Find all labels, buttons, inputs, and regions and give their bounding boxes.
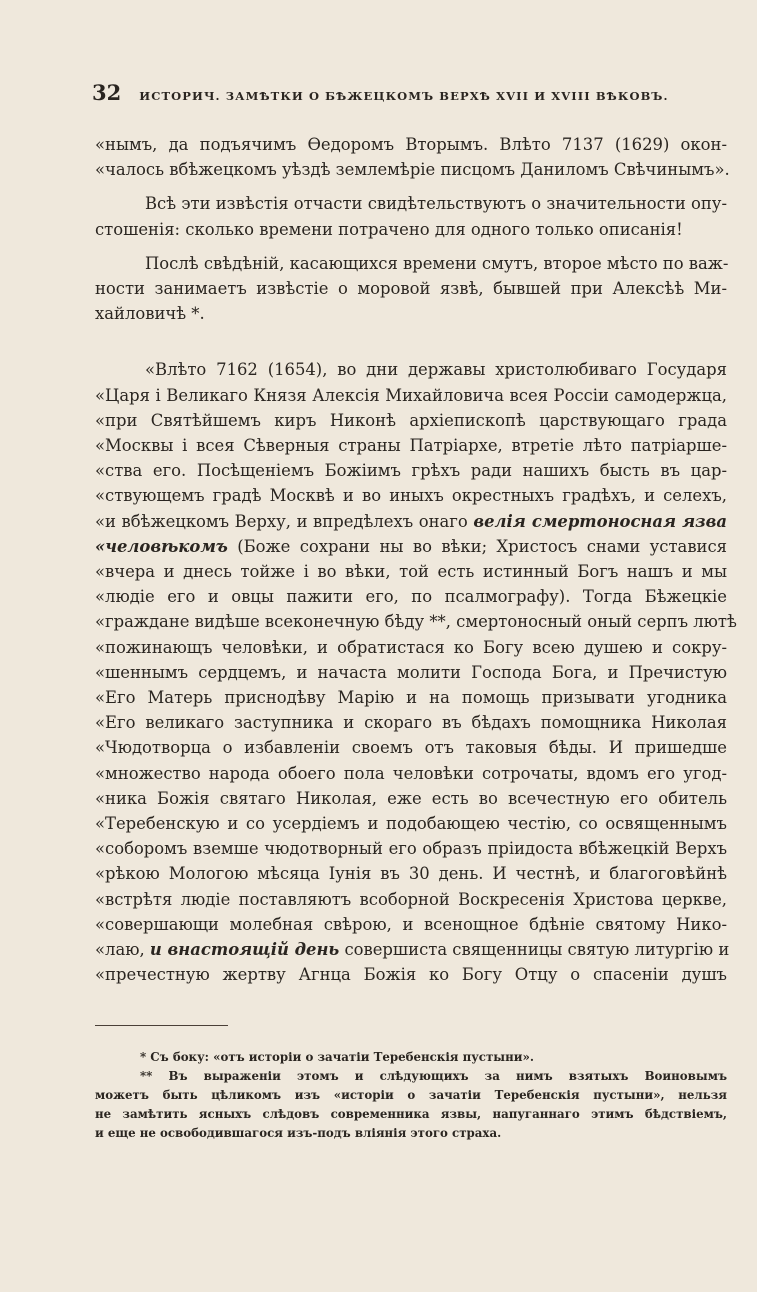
text-line: хайловичѣ *. <box>95 304 205 324</box>
quote-line <box>95 534 727 559</box>
quote-text: «лаю, <box>95 940 145 960</box>
text-line: Послѣ свѣдѣній, касающихся времени смутъ, второе мѣсто по важ- <box>145 253 729 273</box>
quote-line: «при Святѣйшемъ киръ Никонѣ архіепископѣ царствующаго града <box>95 410 727 430</box>
text-line: «чалось вбѣжецкомъ уѣздѣ землемѣріе писцомъ Даниломъ Свѣчинымъ». <box>95 160 730 180</box>
paragraph-2 <box>95 191 727 241</box>
quote-line: «Теребенскую и со усердіемъ и подобающею честію, со освященнымъ <box>95 814 727 834</box>
quote-line: «вчера и днесь тойже і во вѣки, той есть истинный Богъ нашъ и мы <box>95 562 727 582</box>
quote-line: «пожинающъ человѣки, и обратистася ко Богу всею душею и сокру- <box>95 637 727 657</box>
quote-line: «ника Божія святаго Николая, еже есть во всечестную его обитель <box>95 788 727 808</box>
quote-line: «Царя і Великаго Князя Алексія Михайловича всея Россіи самодержца, <box>95 385 727 405</box>
page-number: 32 <box>92 80 122 105</box>
quote-line: «множество народа обоего пола человѣки сотрочаты, вдомъ его угод- <box>95 763 727 783</box>
quote-line <box>95 509 727 534</box>
paragraph-1 <box>95 132 730 182</box>
footnote-2-line: можетъ быть цѣликомъ изъ «исторіи о зачатіи Теребенскія пустыни», нельзя <box>95 1088 727 1102</box>
quote-line: «рѣкою Мологою мѣсяца Іунія въ 30 день. И честнѣ, и благоговѣйнѣ <box>95 864 727 884</box>
footnote-2-line: ** Въ выраженіи этомъ и слѣдующихъ за нимъ взятыхъ Воиновымъ <box>140 1069 727 1083</box>
quote-text: совершиста священницы святую литургію и <box>344 940 730 960</box>
quote-line: «людіе его и овцы пажити его, по псалмографу). Тогда Бѣжецкіе <box>95 587 727 607</box>
paragraph-3 <box>95 251 727 327</box>
quote-line: «Его Матерь приснодѣву Марію и на помощь призывати угодника <box>95 688 727 708</box>
emphasized-text: «человѣкомъ <box>95 536 228 556</box>
quote-line: «ства его. Посѣщеніемъ Божіимъ грѣхъ ради нашихъ бысть въ цар- <box>95 461 727 481</box>
quote-line: «Москвы і всея Сѣверныя страны Патріархе, втретіе лѣто патріарше- <box>95 436 727 456</box>
text-line: стошенія: сколько времени потрачено для одного только описанія! <box>95 219 683 239</box>
quote-line: «граждане видѣше всеконечную бѣду **, смертоносный оный серпъ лютѣ <box>95 612 737 632</box>
running-title: ИСТОРИЧ. ЗАМѢТКИ О БѢЖЕЦКОМЪ ВЕРХѢ XVII И XVIII ВѢКОВЪ. <box>139 89 669 103</box>
chronicle-quote <box>95 357 737 987</box>
quote-line: «Его великаго заступника и скораго въ бѣдахъ помощника Николая <box>95 713 727 733</box>
quote-line: «ствующемъ градѣ Москвѣ и во иныхъ окрестныхъ градѣхъ, и селехъ, <box>95 486 727 506</box>
footnotes <box>95 1048 727 1143</box>
text-line: ности занимаетъ извѣстіе о моровой язвѣ, бывшей при Алексѣѣ Ми- <box>95 279 727 299</box>
quote-text: (Боже сохрани ны во вѣки; Христосъ снами уставися <box>237 536 727 556</box>
quote-line: «совершающи молебная свѣрою, и всенощное бдѣніе святому Нико- <box>95 914 727 934</box>
quote-line: «соборомъ вземше чюдотворный его образъ пріидоста вбѣжецкій Верхъ <box>95 839 727 859</box>
quote-line: «встрѣтя людіе поставляютъ всоборной Воскресенія Христова церкве, <box>95 889 727 909</box>
footnote-1: * Съ боку: «отъ исторіи о зачатіи Теребенскія пустыни». <box>140 1050 534 1064</box>
page-header <box>92 80 702 105</box>
footnote-2-line: и еще не освободившагося изъ-подъ вліянія этого страха. <box>95 1126 502 1140</box>
quote-line: «Влѣто 7162 (1654), во дни державы христолюбиваго Государя <box>145 360 727 380</box>
text-line: «нымъ, да подъячимъ Ѳедоромъ Вторымъ. Влѣто 7137 (1629) окон- <box>95 135 727 154</box>
emphasized-text: и внастоящій день <box>149 940 340 960</box>
footnote-divider <box>95 1025 228 1026</box>
quote-line <box>95 937 730 962</box>
emphasized-text: велія смертоносная язва <box>473 511 728 531</box>
body-text <box>95 132 737 988</box>
quote-line: «пречестную жертву Агнца Божія ко Богу Отцу о спасеніи душъ <box>95 965 727 985</box>
spacer <box>95 335 727 357</box>
quote-line: «шеннымъ сердцемъ, и начаста молити Господа Бога, и Пречистую <box>95 662 727 682</box>
text-line: Всѣ эти извѣстія отчасти свидѣтельствуютъ о значительности опу- <box>145 194 727 214</box>
footnote-2-line: не замѣтить ясныхъ слѣдовъ современника язвы, напуганнаго этимъ бѣдствіемъ, <box>95 1107 727 1121</box>
quote-text: «и вбѣжецкомъ Верху, и впредѣлехъ онаго <box>95 511 468 531</box>
quote-line: «Чюдотворца о избавленіи своемъ отъ таковыя бѣды. И пришедше <box>95 738 727 758</box>
